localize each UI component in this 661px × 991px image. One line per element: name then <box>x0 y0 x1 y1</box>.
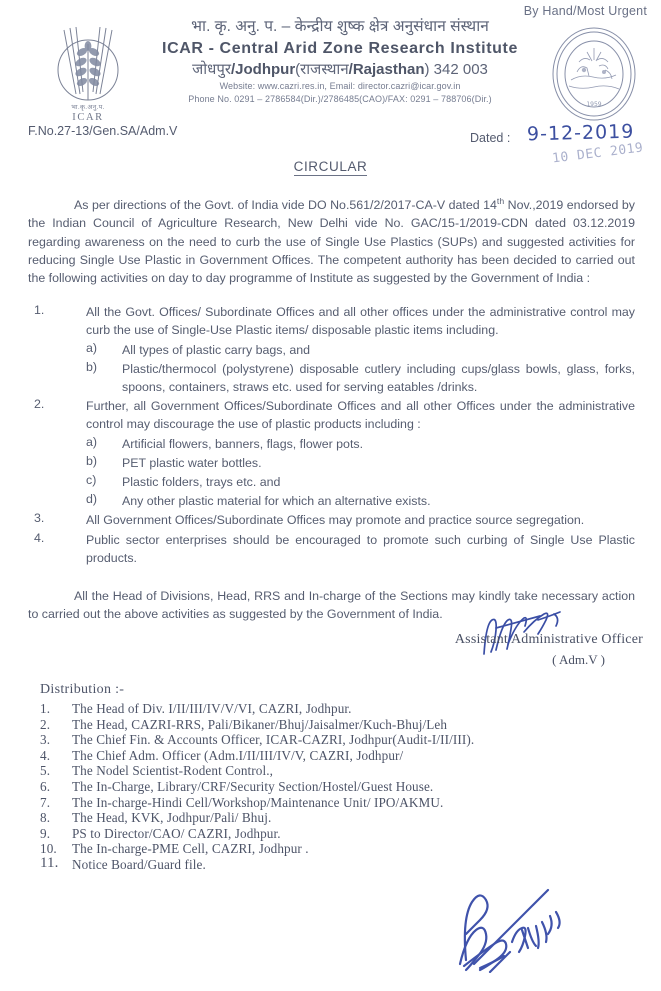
activity-item <box>28 531 635 567</box>
activity-subitem-marker: a) <box>86 434 98 449</box>
distribution-item-text: The Head, CAZRI-RRS, Pali/Bikaner/Bhuj/Jaisalmer/Kuch-Bhuj/Leh <box>72 716 448 732</box>
distribution-item-number: 3. <box>40 732 51 748</box>
distribution-item <box>40 854 600 873</box>
icar-logo-caption <box>36 104 140 124</box>
city-hindi: जोधपुर <box>192 61 231 78</box>
activity-subitem-marker: a) <box>86 340 98 355</box>
distribution-item-number: 10. <box>40 841 57 857</box>
distribution-item <box>40 763 600 779</box>
activity-subitem <box>86 473 635 491</box>
state-hindi: (राजस्थान <box>295 61 349 78</box>
document-body <box>28 192 635 623</box>
activity-subitem-text: Plastic folders, trays etc. and <box>122 474 281 489</box>
activities-list <box>28 303 635 567</box>
seal-year: 1959 <box>586 101 602 108</box>
activity-subitem <box>86 492 635 510</box>
institute-name-english: ICAR - Central Arid Zone Research Institute <box>162 40 518 57</box>
intro-paragraph: As per directions of the Govt. of India vide DO No.561/2/2017-CA-V dated 14th Nov.,2019 endorsed by the Indian Council of Agriculture Research, New Delhi vide No. GAC/15-1/2019-CDN dated 03.12.2019 regarding awareness on the need to curb the use of Single Use Plastics (SUPs) and suggested activities for reducing Single Use Plastic in Government Offices. The competent authority has been decided to carried out the following activities on day to day programme of Institute as suggested by the Government of India : <box>28 196 635 285</box>
city-english: /Jodhpur <box>231 61 296 78</box>
activity-text: All the Govt. Offices/ Subordinate Offices and all other offices under the administrative control may curb the use of Single-Use Plastic items/ disposable plastic items including. <box>86 305 635 338</box>
activity-number: 4. <box>34 530 45 545</box>
activity-text: All Government Offices/Subordinate Offices may promote and practice source segregation. <box>86 513 585 528</box>
icar-caption-hindi: भा.कृ.अनु.प. <box>71 104 105 111</box>
distribution-item-text: The In-Charge, Library/CRF/Security Section/Hostel/Guest House. <box>72 778 434 794</box>
activity-item <box>28 397 635 510</box>
distribution-item <box>40 826 600 842</box>
distribution-item <box>40 779 600 795</box>
activity-subitem-marker: b) <box>86 359 98 374</box>
icar-caption-english: ICAR <box>72 112 104 123</box>
cazri-seal-icon <box>551 26 637 122</box>
activity-item <box>28 511 635 529</box>
distribution-item-number: 8. <box>40 810 51 826</box>
activity-subitem-text: All types of plastic carry bags, and <box>122 342 311 357</box>
pin-code: ) 342 003 <box>424 61 488 78</box>
page-title-text: CIRCULAR <box>293 159 368 174</box>
website-line: Website: www.cazri.res.in, Email: director.cazri@icar.gov.in <box>219 81 461 91</box>
distribution-section <box>40 682 600 873</box>
distribution-item <box>40 795 600 811</box>
distribution-item <box>40 748 600 764</box>
activity-subitem-text: Any other plastic material for which an alternative exists. <box>122 494 431 509</box>
activity-sublist <box>86 341 635 397</box>
received-date-stamp: 10 DEC 2019 <box>551 140 645 167</box>
activity-subitem <box>86 454 635 472</box>
distribution-item-number: 6. <box>40 778 51 794</box>
activity-number: 3. <box>34 511 45 526</box>
distribution-item-text: The Head, KVK, Jodhpur/Pali/ Bhuj. <box>72 810 272 826</box>
activity-text: Public sector enterprises should be encouraged to promote such curbing of Single Use Plastic products. <box>86 532 635 565</box>
distribution-item-number: 4. <box>40 747 51 763</box>
activity-subitem-marker: c) <box>86 472 97 487</box>
distribution-item <box>40 841 600 857</box>
activity-subitem-text: PET plastic water bottles. <box>122 455 262 470</box>
dated-label: Dated : <box>470 131 511 145</box>
file-number: F.No.27-13/Gen.SA/Adm.V <box>28 124 178 138</box>
state-english: /Rajasthan <box>348 61 425 78</box>
activity-subitem-marker: d) <box>86 492 98 507</box>
distribution-item-text: The Chief Fin. & Accounts Officer, ICAR-CAZRI, Jodhpur(Audit-I/II/III). <box>72 732 475 748</box>
distribution-item-text: The Chief Adm. Officer (Adm.I/II/III/IV/V, CAZRI, Jodhpur/ <box>72 747 404 763</box>
activity-number: 1. <box>34 303 45 318</box>
activity-subitem <box>86 360 635 396</box>
distribution-item-text: The Head of Div. I/II/III/IV/V/VI, CAZRI, Jodhpur. <box>72 701 352 716</box>
activity-text: Further, all Government Offices/Subordinate Offices and all other Offices under the administrative control may discourage the use of plastic products including : <box>86 399 635 432</box>
distribution-item-text: The In-charge-PME Cell, CAZRI, Jodhpur . <box>72 841 309 857</box>
officer-title: Assistant Administrative Officer <box>454 632 643 647</box>
dated-handwritten-value: 9-12-2019 <box>526 120 635 146</box>
distribution-heading: Distribution :- <box>40 682 125 697</box>
letterhead <box>0 16 661 121</box>
distribution-item <box>40 732 600 748</box>
institute-name-block <box>140 16 540 106</box>
distribution-item-number: 7. <box>40 794 51 810</box>
activity-item <box>28 303 635 396</box>
distribution-item-text: PS to Director/CAO/ CAZRI, Jodhpur. <box>72 825 281 841</box>
institute-address <box>140 59 540 80</box>
distribution-item-text: The In-charge-Hindi Cell/Workshop/Maintenance Unit/ IPO/AKMU. <box>72 794 444 810</box>
handling-note: By Hand/Most Urgent <box>523 4 647 18</box>
distribution-item-number: 1. <box>40 701 51 716</box>
distribution-item-text: The Nodel Scientist-Rodent Control., <box>72 763 274 779</box>
activity-subitem-marker: b) <box>86 453 98 468</box>
distribution-item-number: 11. <box>40 854 59 871</box>
distribution-item <box>40 717 600 733</box>
activity-subitem-text: Plastic/thermocol (polystyrene) disposable cutlery including cups/glass bowls, glass, forks, spoons, containers, straws etc. used for serving eatables /drinks. <box>122 361 635 394</box>
distribution-list <box>40 701 600 873</box>
closing-paragraph: All the Head of Divisions, Head, RRS and In-charge of the Sections may kindly take necessary action to carried out the above activities as suggested by the Government of India. <box>28 588 635 622</box>
distribution-item <box>40 810 600 826</box>
distribution-item-number: 9. <box>40 825 51 841</box>
distribution-item-text: Notice Board/Guard file. <box>72 856 206 872</box>
approver-signature-ink <box>430 868 640 973</box>
activity-subitem <box>86 341 635 359</box>
institute-name-hindi: भा. कृ. अनु. प. – केन्द्रीय शुष्क क्षेत्र अनुसंधान संस्थान <box>191 18 489 35</box>
activity-sublist <box>86 435 635 511</box>
distribution-item-number: 2. <box>40 716 51 732</box>
officer-designation: ( Adm.V ) <box>552 652 605 667</box>
distribution-item-number: 5. <box>40 763 51 779</box>
distribution-item <box>40 701 600 717</box>
activity-subitem <box>86 435 635 453</box>
phone-line: Phone No. 0291 – 2786584(Dir.)/2786485(CAO)/FAX: 0291 – 788706(Dir.) <box>188 94 492 104</box>
page-title <box>0 159 661 174</box>
activity-number: 2. <box>34 397 45 412</box>
activity-subitem-text: Artificial flowers, banners, flags, flower pots. <box>122 436 364 451</box>
